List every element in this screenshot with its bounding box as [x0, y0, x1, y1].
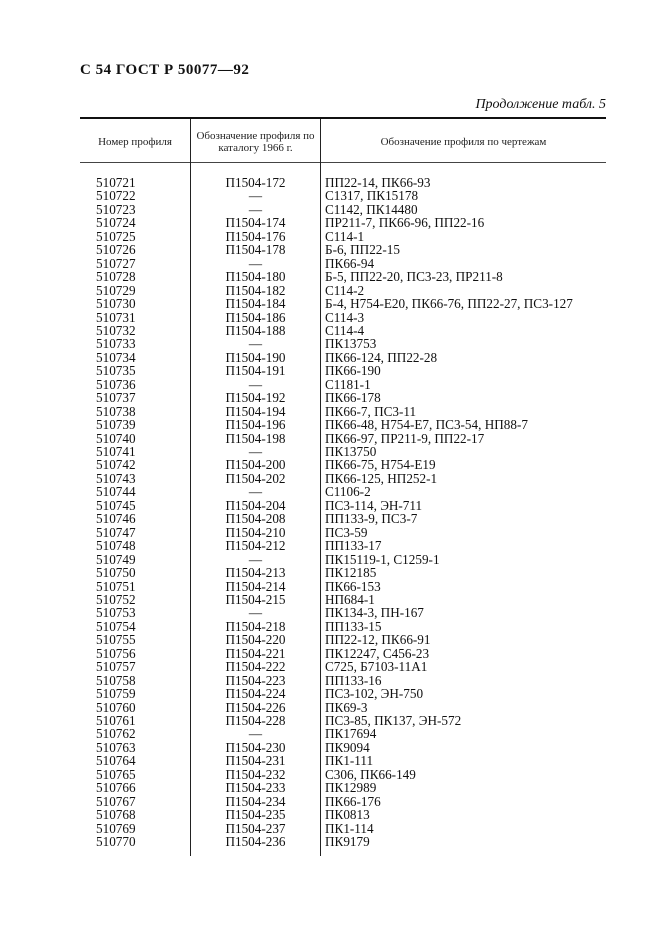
catalog-designation-cell: П1504-174 [225, 215, 286, 231]
drawing-designation-cell: ПП133-16 [325, 672, 382, 688]
catalog-designation-cell: П1504-214 [225, 578, 286, 594]
catalog-designation-cell: П1504-228 [225, 713, 286, 728]
catalog-designation-cell: — [248, 605, 263, 621]
profile-number-cell: 510745 [96, 497, 136, 513]
drawing-designation-cell: ПК9094 [325, 739, 370, 755]
drawing-designation-cell: С114-2 [325, 282, 365, 298]
profile-number-cell: 510725 [96, 228, 136, 244]
profile-number-cell: 510765 [96, 766, 136, 782]
drawing-designation-cell: НП684-1 [325, 591, 375, 607]
drawing-designation-cell: ПК13753 [325, 336, 377, 352]
table-top-rule [80, 117, 606, 119]
profile-number-cell: 510755 [96, 632, 136, 648]
profile-number-cell: 510732 [96, 322, 136, 338]
catalog-designation-cell: П1504-218 [225, 618, 286, 634]
catalog-designation-cell: П1504-224 [225, 686, 286, 702]
drawing-designation-cell: ПК134-3, ПН-167 [325, 605, 424, 621]
catalog-designation-cell: П1504-235 [225, 807, 286, 823]
profile-number-cell: 510746 [96, 511, 136, 527]
catalog-designation-cell: П1504-231 [225, 753, 286, 769]
profile-number-cell: 510761 [96, 713, 136, 728]
drawing-designation-cell: ПК17694 [325, 726, 377, 742]
catalog-designation-cell: — [248, 201, 263, 217]
catalog-designation-cell: П1504-223 [225, 672, 286, 688]
catalog-designation-cell: — [248, 444, 263, 459]
catalog-designation-cell: П1504-221 [225, 645, 286, 661]
column-divider [320, 119, 321, 856]
catalog-designation-cell: П1504-226 [225, 699, 286, 715]
drawing-designation-cell: ПР211-7, ПК66-96, ПП22-16 [325, 215, 485, 231]
profile-number-cell: 510744 [96, 484, 136, 500]
catalog-designation-cell: П1504-202 [225, 470, 286, 486]
page-header: С 54 ГОСТ Р 50077—92 [80, 62, 250, 78]
profile-number-cell: 510741 [96, 444, 136, 459]
profile-number-cell: 510735 [96, 363, 136, 379]
catalog-designation-cell: П1504-204 [225, 497, 286, 513]
drawing-designation-cell: ПП133-17 [325, 538, 382, 554]
catalog-designation-cell: П1504-208 [225, 511, 286, 527]
drawing-designation-cell: ПК0813 [325, 807, 370, 823]
profile-number-cell: 510731 [96, 309, 136, 325]
drawing-designation-cell: ПК66-48, Н754-Е7, ПС3-54, НП88-7 [325, 417, 528, 433]
profile-number-cell: 510734 [96, 349, 136, 365]
profile-number-cell: 510758 [96, 672, 136, 688]
drawing-designation-cell: С725, Б7103-11А1 [325, 659, 428, 675]
drawing-designation-cell: ПК66-176 [325, 793, 381, 809]
drawing-designation-cell: С1106-2 [325, 484, 371, 500]
table-header-rule [80, 162, 606, 163]
profile-number-cell: 510767 [96, 793, 136, 809]
profile-number-cell: 510739 [96, 417, 136, 433]
drawing-designation-cell: С114-1 [325, 228, 365, 244]
catalog-designation-cell: — [248, 726, 263, 742]
catalog-designation-cell: П1504-236 [225, 834, 286, 850]
catalog-designation-cell: П1504-213 [225, 565, 286, 581]
catalog-designation-cell: П1504-184 [225, 296, 286, 312]
header-profile-number: Номер профиля [98, 136, 172, 148]
catalog-designation-cell: П1504-178 [225, 242, 286, 258]
drawing-designation-cell: Б-4, Н754-Е20, ПК66-76, ПП22-27, ПС3-127 [325, 296, 573, 312]
profile-number-cell: 510733 [96, 336, 136, 352]
drawing-designation-cell: ПК66-190 [325, 363, 381, 379]
profile-number-cell: 510730 [96, 296, 136, 312]
profile-number-cell: 510743 [96, 470, 136, 486]
catalog-designation-cell: П1504-190 [225, 349, 286, 365]
drawing-designation-cell: ПК12185 [325, 565, 377, 581]
drawing-designation-cell: ПК1-111 [325, 753, 374, 769]
drawing-designation-cell: ПК66-153 [325, 578, 381, 594]
catalog-designation-cell: П1504-200 [225, 457, 286, 473]
profile-number-cell: 510723 [96, 201, 136, 217]
profile-number-cell: 510749 [96, 551, 136, 567]
profile-number-cell: 510753 [96, 605, 136, 621]
drawing-designation-cell: ПК66-94 [325, 255, 375, 271]
profile-number-cell: 510764 [96, 753, 136, 769]
drawing-designation-cell: ПС3-59 [325, 524, 368, 540]
profile-number-cell: 510766 [96, 780, 136, 796]
drawing-designation-cell: ПК9179 [325, 834, 370, 850]
drawing-designation-cell: ПК66-178 [325, 390, 381, 406]
catalog-designation-cell: П1504-212 [225, 538, 286, 554]
catalog-designation-cell: П1504-237 [225, 820, 286, 836]
profile-number-cell: 510740 [96, 430, 136, 446]
catalog-designation-cell: П1504-233 [225, 780, 286, 796]
drawing-designation-cell: ПП133-9, ПС3-7 [325, 511, 418, 527]
catalog-designation-cell: — [248, 188, 263, 204]
catalog-designation-cell: П1504-220 [225, 632, 286, 648]
header-drawing-designation: Обозначение профиля по чертежам [380, 136, 547, 148]
catalog-designation-cell: П1504-230 [225, 739, 286, 755]
profile-number-cell: 510748 [96, 538, 136, 554]
catalog-designation-cell: П1504-172 [225, 175, 286, 190]
drawing-designation-cell: ПК12989 [325, 780, 377, 796]
profile-number-cell: 510751 [96, 578, 136, 594]
drawing-designation-cell: ПК15119-1, С1259-1 [325, 551, 440, 567]
drawing-designation-cell: ПС3-85, ПК137, ЭН-572 [325, 713, 462, 728]
drawing-designation-cell: С114-4 [325, 322, 365, 338]
catalog-designation-cell: — [248, 255, 263, 271]
catalog-designation-cell: П1504-215 [225, 591, 286, 607]
catalog-designation-cell: — [248, 376, 263, 392]
profile-number-cell: 510754 [96, 618, 136, 634]
catalog-designation-cell: П1504-182 [225, 282, 286, 298]
catalog-designation-cell: П1504-194 [225, 403, 286, 419]
profile-number-cell: 510747 [96, 524, 136, 540]
header-catalog-1966: Обозначение профиля по каталогу 1966 г. [196, 130, 315, 154]
catalog-designation-cell: — [248, 551, 263, 567]
drawing-designation-cell: С1142, ПК14480 [325, 201, 418, 217]
drawing-designation-cell: С1181-1 [325, 376, 371, 392]
catalog-designation-cell: — [248, 336, 263, 352]
catalog-designation-cell: П1504-196 [225, 417, 286, 433]
profile-number-cell: 510729 [96, 282, 136, 298]
table-continuation-caption: Продолжение табл. 5 [475, 97, 606, 112]
catalog-designation-cell: — [248, 484, 263, 500]
profile-number-cell: 510768 [96, 807, 136, 823]
catalog-designation-cell: П1504-198 [225, 430, 286, 446]
catalog-designation-cell: П1504-191 [225, 363, 286, 379]
drawing-designation-cell: ПП22-12, ПК66-91 [325, 632, 431, 648]
drawing-designation-cell: ПК66-75, Н754-Е19 [325, 457, 436, 473]
drawing-designation-cell: ПК1-114 [325, 820, 374, 836]
profile-number-cell: 510722 [96, 188, 136, 204]
profile-number-cell: 510736 [96, 376, 136, 392]
profile-number-cell: 510742 [96, 457, 136, 473]
profile-number-cell: 510738 [96, 403, 136, 419]
drawing-designation-cell: ПК69-3 [325, 699, 368, 715]
catalog-designation-cell: П1504-180 [225, 269, 286, 285]
drawing-designation-cell: ПС3-102, ЭН-750 [325, 686, 424, 702]
drawing-designation-cell: ПК12247, С456-23 [325, 645, 430, 661]
profile-number-cell: 510759 [96, 686, 136, 702]
drawing-designation-cell: ПС3-114, ЭН-711 [325, 497, 423, 513]
catalog-designation-cell: П1504-234 [225, 793, 286, 809]
profile-number-cell: 510770 [96, 834, 136, 850]
profile-number-cell: 510757 [96, 659, 136, 675]
drawing-designation-cell: С1317, ПК15178 [325, 188, 419, 204]
profile-number-cell: 510728 [96, 269, 136, 285]
profile-number-cell: 510756 [96, 645, 136, 661]
catalog-designation-cell: П1504-210 [225, 524, 286, 540]
catalog-designation-cell: П1504-232 [225, 766, 286, 782]
drawing-designation-cell: Б-6, ПП22-15 [325, 242, 400, 258]
drawing-designation-cell: ПК66-7, ПС3-11 [325, 403, 417, 419]
profile-number-cell: 510721 [96, 175, 136, 190]
drawing-designation-cell: ПК13750 [325, 444, 377, 459]
profile-number-cell: 510769 [96, 820, 136, 836]
catalog-designation-cell: П1504-186 [225, 309, 286, 325]
profile-number-cell: 510724 [96, 215, 136, 231]
drawing-designation-cell: ПП133-15 [325, 618, 382, 634]
catalog-designation-cell: П1504-188 [225, 322, 286, 338]
drawing-designation-cell: ПП22-14, ПК66-93 [325, 175, 431, 190]
profile-number-cell: 510752 [96, 591, 136, 607]
drawing-designation-cell: Б-5, ПП22-20, ПС3-23, ПР211-8 [325, 269, 503, 285]
profile-number-cell: 510750 [96, 565, 136, 581]
catalog-designation-cell: П1504-222 [225, 659, 286, 675]
drawing-designation-cell: ПК66-97, ПР211-9, ПП22-17 [325, 430, 485, 446]
profile-number-cell: 510760 [96, 699, 136, 715]
profile-number-cell: 510726 [96, 242, 136, 258]
catalog-designation-cell: П1504-192 [225, 390, 286, 406]
profile-number-cell: 510762 [96, 726, 136, 742]
drawing-designation-cell: С306, ПК66-149 [325, 766, 416, 782]
drawing-designation-cell: С114-3 [325, 309, 365, 325]
profile-number-cell: 510737 [96, 390, 136, 406]
drawing-designation-cell: ПК66-125, НП252-1 [325, 470, 438, 486]
catalog-designation-cell: П1504-176 [225, 228, 286, 244]
profile-number-cell: 510763 [96, 739, 136, 755]
profile-number-cell: 510727 [96, 255, 136, 271]
drawing-designation-cell: ПК66-124, ПП22-28 [325, 349, 438, 365]
